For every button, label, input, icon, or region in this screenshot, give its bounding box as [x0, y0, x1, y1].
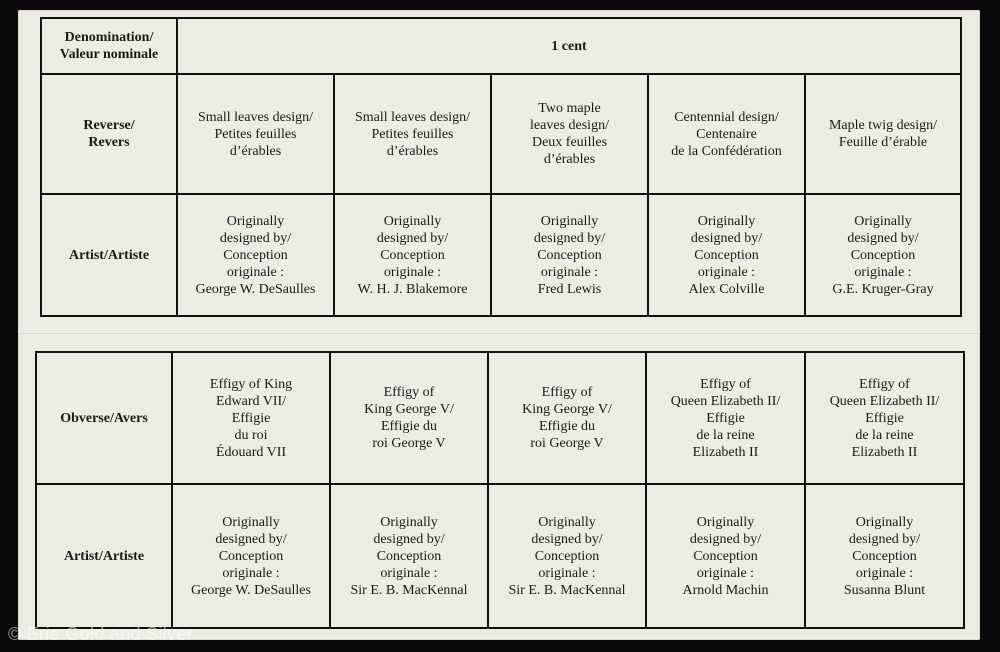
artist-row-obverse	[36, 484, 964, 628]
reverse-label: Reverse/ Revers	[41, 74, 177, 194]
obverse-cell: Effigy of King George V/ Effigie du roi George V	[488, 352, 646, 484]
artist-label: Artist/Artiste	[41, 194, 177, 316]
reverse-cell: Centennial design/ Centenaire de la Confédération	[648, 74, 805, 194]
copyright-watermark: © Erie Gold and Silver	[8, 624, 193, 644]
artist-row-reverse	[41, 194, 961, 316]
denomination-label: Denomination/ Valeur nominale	[41, 18, 177, 74]
coin-table-bottom	[35, 351, 965, 629]
denomination-row	[41, 18, 961, 74]
reverse-cell: Two maple leaves design/ Deux feuilles d’érables	[491, 74, 648, 194]
artist-cell: Originally designed by/ Conception originale : George W. DeSaulles	[172, 484, 330, 628]
obverse-row	[36, 352, 964, 484]
reverse-cell: Maple twig design/ Feuille d’érable	[805, 74, 961, 194]
artist-cell: Originally designed by/ Conception originale : Sir E. B. MacKennal	[488, 484, 646, 628]
reverse-row	[41, 74, 961, 194]
reverse-cell: Small leaves design/ Petites feuilles d’érables	[334, 74, 491, 194]
artist-cell: Originally designed by/ Conception originale : Sir E. B. MacKennal	[330, 484, 488, 628]
obverse-cell: Effigy of Queen Elizabeth II/ Effigie de la reine Elizabeth II	[646, 352, 805, 484]
obverse-cell: Effigy of King George V/ Effigie du roi George V	[330, 352, 488, 484]
obverse-cell: Effigy of King Edward VII/ Effigie du roi Édouard VII	[172, 352, 330, 484]
artist-cell: Originally designed by/ Conception originale : Arnold Machin	[646, 484, 805, 628]
artist-cell: Originally designed by/ Conception originale : G.E. Kruger-Gray	[805, 194, 961, 316]
artist-label: Artist/Artiste	[36, 484, 172, 628]
artist-cell: Originally designed by/ Conception originale : Fred Lewis	[491, 194, 648, 316]
obverse-label: Obverse/Avers	[36, 352, 172, 484]
obverse-cell: Effigy of Queen Elizabeth II/ Effigie de la reine Elizabeth II	[805, 352, 964, 484]
denomination-value: 1 cent	[177, 18, 961, 74]
artist-cell: Originally designed by/ Conception originale : Alex Colville	[648, 194, 805, 316]
coin-table-top	[40, 17, 962, 317]
reverse-cell: Small leaves design/ Petites feuilles d’érables	[177, 74, 334, 194]
artist-cell: Originally designed by/ Conception originale : Susanna Blunt	[805, 484, 964, 628]
card-fold	[18, 330, 980, 334]
artist-cell: Originally designed by/ Conception originale : W. H. J. Blakemore	[334, 194, 491, 316]
artist-cell: Originally designed by/ Conception originale : George W. DeSaulles	[177, 194, 334, 316]
